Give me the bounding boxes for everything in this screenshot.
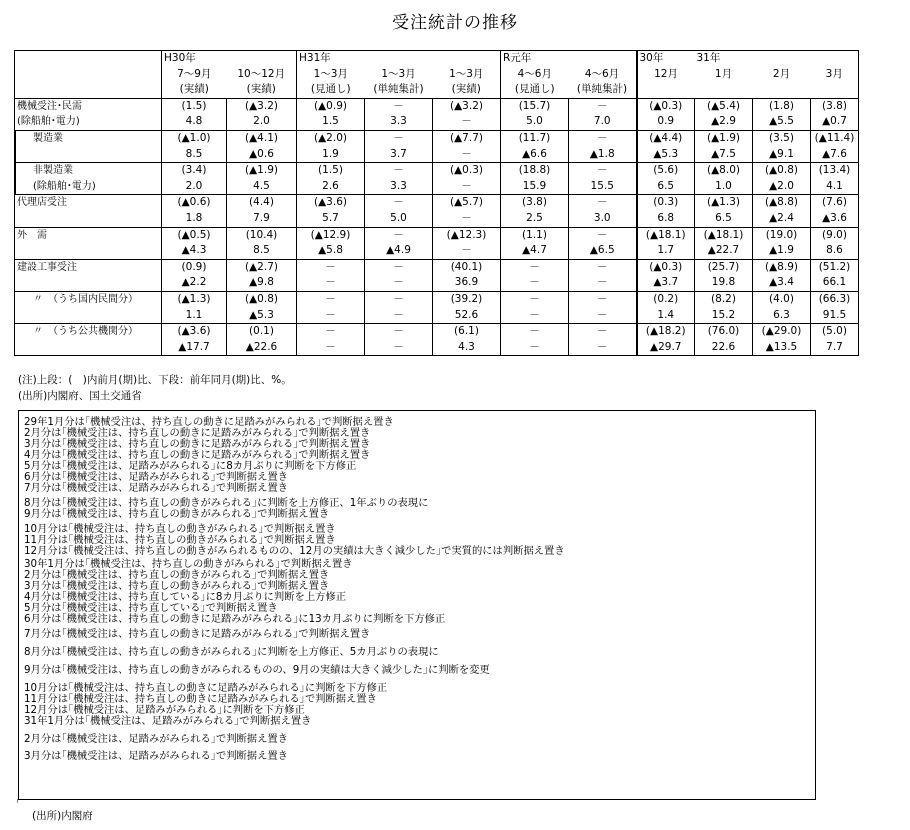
value-prev-period: (▲3.6) bbox=[297, 195, 365, 211]
value-yoy: － bbox=[501, 308, 569, 324]
column-header-line bbox=[811, 82, 859, 98]
column-header-line: 1～3月 bbox=[381, 67, 416, 80]
value-yoy: － bbox=[569, 308, 637, 324]
row-label bbox=[15, 243, 162, 259]
value-prev-period: (7.6) bbox=[811, 195, 859, 211]
value-yoy: － bbox=[433, 147, 501, 163]
judgment-line: 31年1月分は｢機械受注は、足踏みがみられる｣で判断据え置き bbox=[24, 715, 312, 727]
value-prev-period: － bbox=[297, 291, 365, 307]
row-label: 代理店受注 bbox=[15, 195, 162, 211]
value-yoy: 3.0 bbox=[569, 211, 637, 227]
table-row bbox=[15, 308, 859, 324]
table-row bbox=[15, 243, 859, 259]
table-body bbox=[15, 98, 859, 356]
value-prev-period: (8.2) bbox=[695, 291, 753, 307]
judgment-line: 9月分は｢機械受注は、持ち直しの動きがみられるものの、9月の実績は大きく減少した｣に判断を変更 bbox=[24, 664, 490, 676]
table-row bbox=[15, 324, 859, 340]
value-prev-period: (▲8.9) bbox=[753, 259, 811, 275]
column-header-line: (単純集計) bbox=[576, 83, 628, 96]
row-label bbox=[15, 211, 162, 227]
value-yoy: 6.5 bbox=[695, 211, 753, 227]
value-prev-period: (▲1.3) bbox=[695, 195, 753, 211]
column-header-line: (見通し) bbox=[310, 83, 351, 96]
box-tick-mark bbox=[17, 799, 18, 803]
column-header-line: (単純集計) bbox=[373, 83, 424, 96]
value-yoy: － bbox=[297, 340, 365, 356]
column-header-line bbox=[753, 82, 811, 98]
column-header bbox=[569, 51, 637, 99]
value-prev-period: (▲12.9) bbox=[297, 227, 365, 243]
value-prev-period: (▲0.6) bbox=[162, 195, 227, 211]
judgment-line: 5月分は｢機械受注は、足踏みがみられる｣に8カ月ぶりに判断を下方修正 bbox=[24, 460, 357, 472]
value-prev-period: (▲12.3) bbox=[433, 227, 501, 243]
judgment-line: 7月分は｢機械受注は、足踏みがみられる｣で判断据え置き bbox=[24, 482, 288, 494]
value-prev-period: － bbox=[365, 195, 433, 211]
row-label bbox=[15, 275, 162, 291]
judgment-line: 10月分は｢機械受注は、持ち直しの動きがみられる｣で判断据え置き bbox=[24, 523, 336, 535]
column-header bbox=[753, 51, 811, 99]
column-header-line bbox=[638, 82, 695, 98]
value-yoy: 8.6 bbox=[811, 243, 859, 259]
value-yoy: 6.5 bbox=[637, 179, 695, 195]
value-prev-period: (▲8.8) bbox=[753, 195, 811, 211]
value-prev-period: － bbox=[569, 163, 637, 179]
column-header-line: 1～3月 bbox=[449, 67, 484, 80]
page-title: 受注統計の推移 bbox=[392, 13, 518, 33]
value-yoy: 1.8 bbox=[162, 211, 227, 227]
value-yoy: 52.6 bbox=[433, 308, 501, 324]
table-row bbox=[15, 179, 859, 195]
value-prev-period: (25.7) bbox=[695, 259, 753, 275]
judgment-line: 11月分は｢機械受注は、持ち直しの動きがみられる｣で判断据え置き bbox=[24, 534, 336, 546]
value-prev-period: (▲7.7) bbox=[433, 130, 501, 146]
value-prev-period: (18.8) bbox=[501, 163, 569, 179]
value-yoy: ▲6.6 bbox=[501, 147, 569, 163]
column-header-line: 4～6月 bbox=[517, 67, 552, 80]
column-header-line: 10～12月 bbox=[237, 67, 286, 80]
value-yoy: ▲1.9 bbox=[753, 243, 811, 259]
value-prev-period: (0.9) bbox=[162, 259, 227, 275]
column-header-line: 31年 bbox=[696, 52, 721, 64]
judgment-line: 12月分は｢機械受注は、持ち直しの動きがみられるものの、12月の実績は大きく減少した｣で実質的には判断据え置き bbox=[24, 545, 565, 557]
row-label bbox=[15, 147, 162, 163]
column-header-line: R元年 bbox=[503, 52, 532, 64]
table-row bbox=[15, 147, 859, 163]
value-yoy: ▲9.1 bbox=[753, 147, 811, 163]
judgment-line: 6月分は｢機械受注は、持ち直しの動きに足踏みがみられる｣に13カ月ぶりに判断を下方修正 bbox=[24, 613, 446, 625]
column-header-line: 2月 bbox=[772, 67, 791, 80]
value-yoy: ▲3.7 bbox=[637, 275, 695, 291]
value-prev-period: (▲3.2) bbox=[227, 98, 297, 114]
column-header bbox=[637, 51, 695, 99]
value-yoy: 66.1 bbox=[811, 275, 859, 291]
value-yoy: 2.0 bbox=[227, 114, 297, 130]
value-prev-period: － bbox=[501, 324, 569, 340]
value-prev-period: (4.0) bbox=[753, 291, 811, 307]
value-yoy: ▲1.8 bbox=[569, 147, 637, 163]
value-yoy: 2.5 bbox=[501, 211, 569, 227]
column-header-line: (実績) bbox=[179, 83, 209, 96]
value-yoy: ▲7.5 bbox=[695, 147, 753, 163]
value-prev-period: (39.2) bbox=[433, 291, 501, 307]
value-yoy: － bbox=[297, 308, 365, 324]
judgment-line: 2月分は｢機械受注は、持ち直しの動きに足踏みがみられる｣で判断据え置き bbox=[24, 427, 371, 439]
column-header-line bbox=[227, 51, 297, 67]
value-prev-period: － bbox=[365, 163, 433, 179]
value-prev-period: － bbox=[365, 324, 433, 340]
value-prev-period: (▲1.9) bbox=[227, 163, 297, 179]
table-row bbox=[15, 98, 859, 114]
value-yoy: ▲5.3 bbox=[227, 308, 297, 324]
value-prev-period: (11.7) bbox=[501, 130, 569, 146]
column-header-line: 3月 bbox=[825, 67, 843, 80]
value-prev-period: (▲18.2) bbox=[637, 324, 695, 340]
value-yoy: ▲2.2 bbox=[162, 275, 227, 291]
value-yoy: ▲0.6 bbox=[227, 147, 297, 163]
column-header bbox=[433, 51, 501, 99]
value-yoy: 6.8 bbox=[637, 211, 695, 227]
value-prev-period: (▲0.9) bbox=[297, 98, 365, 114]
value-yoy: 5.7 bbox=[297, 211, 365, 227]
value-yoy: 6.3 bbox=[753, 308, 811, 324]
value-prev-period: (▲0.3) bbox=[637, 98, 695, 114]
column-header-line: (実績) bbox=[246, 83, 276, 96]
row-label: 〃 （うち公共機関分） bbox=[15, 324, 162, 340]
value-prev-period: (▲0.5) bbox=[162, 227, 227, 243]
row-label bbox=[15, 340, 162, 356]
value-prev-period: (3.8) bbox=[811, 98, 859, 114]
column-header bbox=[695, 51, 753, 99]
value-prev-period: (1.1) bbox=[501, 227, 569, 243]
value-yoy: ▲4.9 bbox=[365, 243, 433, 259]
value-yoy: － bbox=[569, 275, 637, 291]
row-label bbox=[15, 308, 162, 324]
value-prev-period: (▲4.1) bbox=[227, 130, 297, 146]
value-yoy: － bbox=[433, 211, 501, 227]
value-prev-period: (▲29.0) bbox=[753, 324, 811, 340]
value-yoy: ▲9.8 bbox=[227, 275, 297, 291]
value-prev-period: (▲18.1) bbox=[695, 227, 753, 243]
value-yoy: 7.0 bbox=[569, 114, 637, 130]
value-prev-period: (5.0) bbox=[811, 324, 859, 340]
value-yoy: 5.0 bbox=[365, 211, 433, 227]
value-prev-period: － bbox=[365, 130, 433, 146]
judgment-line: 10月分は｢機械受注は、持ち直しの動きに足踏みがみられる｣に判断を下方修正 bbox=[24, 682, 388, 694]
value-prev-period: － bbox=[365, 227, 433, 243]
table-row bbox=[15, 340, 859, 356]
value-yoy: 1.5 bbox=[297, 114, 365, 130]
value-prev-period: (▲5.4) bbox=[695, 98, 753, 114]
value-yoy: ▲2.9 bbox=[695, 114, 753, 130]
column-header-line bbox=[569, 51, 636, 67]
value-yoy: ▲13.5 bbox=[753, 340, 811, 356]
value-prev-period: (▲1.0) bbox=[162, 130, 227, 146]
row-label: 外 需 bbox=[15, 227, 162, 243]
value-yoy: 4.8 bbox=[162, 114, 227, 130]
value-yoy: 0.9 bbox=[637, 114, 695, 130]
value-yoy: 4.1 bbox=[811, 179, 859, 195]
column-header-line: 7～9月 bbox=[177, 67, 212, 80]
value-prev-period: － bbox=[569, 227, 637, 243]
value-yoy: ▲17.7 bbox=[162, 340, 227, 356]
value-prev-period: － bbox=[501, 291, 569, 307]
value-yoy: － bbox=[365, 340, 433, 356]
column-header-line: 12月 bbox=[654, 67, 678, 80]
column-header-line: H31年 bbox=[299, 52, 331, 64]
value-yoy: 3.3 bbox=[365, 114, 433, 130]
value-prev-period: (▲4.4) bbox=[637, 130, 695, 146]
value-yoy: － bbox=[365, 308, 433, 324]
table-row bbox=[15, 211, 859, 227]
value-prev-period: (▲8.0) bbox=[695, 163, 753, 179]
value-yoy: 8.5 bbox=[162, 147, 227, 163]
value-prev-period: (▲0.3) bbox=[433, 163, 501, 179]
table-note: (注)上段：( )内前月(期)比、下段：前年同月(期)比、%。 bbox=[18, 374, 292, 386]
value-yoy: ▲4.3 bbox=[162, 243, 227, 259]
row-label: 建設工事受注 bbox=[15, 259, 162, 275]
judgment-line: 5月分は｢機械受注は、持ち直している｣で判断据え置き bbox=[24, 602, 278, 614]
value-yoy: － bbox=[433, 179, 501, 195]
value-prev-period: (3.8) bbox=[501, 195, 569, 211]
judgment-line: 3月分は｢機械受注は、持ち直しの動きに足踏みがみられる｣で判断据え置き bbox=[24, 438, 371, 450]
value-prev-period: (3.4) bbox=[162, 163, 227, 179]
value-prev-period: (▲3.2) bbox=[433, 98, 501, 114]
value-yoy: 1.9 bbox=[297, 147, 365, 163]
value-prev-period: (▲0.8) bbox=[227, 291, 297, 307]
value-prev-period: (4.4) bbox=[227, 195, 297, 211]
value-yoy: 3.3 bbox=[365, 179, 433, 195]
value-prev-period: (9.0) bbox=[811, 227, 859, 243]
value-prev-period: (0.2) bbox=[637, 291, 695, 307]
value-prev-period: (0.1) bbox=[227, 324, 297, 340]
table-row bbox=[15, 130, 859, 146]
value-yoy: 2.6 bbox=[297, 179, 365, 195]
judgment-line: 30年1月分は｢機械受注は、持ち直しの動きがみられる｣で判断据え置き bbox=[24, 558, 353, 570]
judgment-history-box bbox=[18, 410, 816, 800]
column-header-line bbox=[753, 51, 811, 67]
value-prev-period: (19.0) bbox=[753, 227, 811, 243]
value-yoy: ▲7.6 bbox=[811, 147, 859, 163]
value-prev-period: (▲2.7) bbox=[227, 259, 297, 275]
value-yoy: ▲3.6 bbox=[811, 211, 859, 227]
judgment-source: (出所)内閣府 bbox=[32, 810, 93, 822]
value-yoy: － bbox=[433, 114, 501, 130]
judgment-line: 7月分は｢機械受注は、持ち直しの動きに足踏みがみられる｣で判断据え置き bbox=[24, 628, 371, 640]
value-yoy: 22.6 bbox=[695, 340, 753, 356]
judgment-line: 4月分は｢機械受注は、持ち直している｣に8カ月ぶりに判断を上方修正 bbox=[24, 591, 347, 603]
value-prev-period: (15.7) bbox=[501, 98, 569, 114]
row-label: 製造業 bbox=[15, 130, 162, 146]
value-prev-period: (▲1.9) bbox=[695, 130, 753, 146]
value-prev-period: (▲1.3) bbox=[162, 291, 227, 307]
value-yoy: 1.4 bbox=[637, 308, 695, 324]
value-yoy: 1.1 bbox=[162, 308, 227, 324]
value-yoy: 91.5 bbox=[811, 308, 859, 324]
value-yoy: 15.5 bbox=[569, 179, 637, 195]
value-prev-period: － bbox=[569, 130, 637, 146]
judgment-line: 11月分は｢機械受注は、持ち直しの動きに足踏みがみられる｣で判断据え置き bbox=[24, 693, 377, 705]
value-prev-period: (6.1) bbox=[433, 324, 501, 340]
column-header bbox=[365, 51, 433, 99]
judgment-line: 9月分は｢機械受注は、持ち直しの動きがみられる｣で判断据え置き bbox=[24, 508, 330, 520]
value-yoy: 5.0 bbox=[501, 114, 569, 130]
value-prev-period: (0.3) bbox=[637, 195, 695, 211]
value-prev-period: － bbox=[569, 98, 637, 114]
value-prev-period: － bbox=[297, 259, 365, 275]
value-yoy: ▲29.7 bbox=[637, 340, 695, 356]
column-header-line bbox=[811, 51, 859, 67]
judgment-line: 29年1月分は｢機械受注は、持ち直しの動きに足踏みがみられる｣で判断据え置き bbox=[24, 416, 394, 428]
value-yoy: － bbox=[501, 275, 569, 291]
value-prev-period: (1.8) bbox=[753, 98, 811, 114]
value-yoy: 1.0 bbox=[695, 179, 753, 195]
value-prev-period: － bbox=[569, 291, 637, 307]
row-label: 〃 （うち国内民間分） bbox=[15, 291, 162, 307]
value-yoy: ▲5.3 bbox=[637, 147, 695, 163]
column-header-line: 1月 bbox=[714, 67, 733, 80]
order-statistics-table bbox=[14, 50, 859, 356]
value-prev-period: (▲18.1) bbox=[637, 227, 695, 243]
value-yoy: 4.3 bbox=[433, 340, 501, 356]
value-prev-period: (▲2.0) bbox=[297, 130, 365, 146]
judgment-line: 3月分は｢機械受注は、足踏みがみられる｣で判断据え置き bbox=[24, 750, 288, 762]
column-header-line: 1～3月 bbox=[313, 67, 348, 80]
value-prev-period: － bbox=[365, 259, 433, 275]
value-prev-period: (66.3) bbox=[811, 291, 859, 307]
column-header-line: (見通し) bbox=[514, 83, 555, 96]
value-yoy: 19.8 bbox=[695, 275, 753, 291]
value-yoy: ▲22.6 bbox=[227, 340, 297, 356]
value-prev-period: (1.5) bbox=[297, 163, 365, 179]
header-corner-cell bbox=[15, 51, 162, 99]
row-label: 非製造業 bbox=[15, 163, 162, 179]
value-prev-period: (▲5.7) bbox=[433, 195, 501, 211]
value-yoy: ▲3.4 bbox=[753, 275, 811, 291]
table-header-row bbox=[15, 51, 859, 99]
judgment-line: 4月分は｢機械受注は、持ち直しの動きに足踏みがみられる｣で判断据え置き bbox=[24, 449, 371, 461]
value-yoy: 36.9 bbox=[433, 275, 501, 291]
value-yoy: 15.9 bbox=[501, 179, 569, 195]
value-prev-period: (▲3.6) bbox=[162, 324, 227, 340]
value-prev-period: － bbox=[569, 324, 637, 340]
value-yoy: 4.5 bbox=[227, 179, 297, 195]
judgment-line: 8月分は｢機械受注は、持ち直しの動きがみられる｣に判断を上方修正、5カ月ぶりの表現に bbox=[24, 646, 439, 658]
table-row bbox=[15, 163, 859, 179]
row-label: (除船舶･電力) bbox=[15, 179, 162, 195]
table-source: (出所)内閣府、国土交通省 bbox=[18, 390, 142, 402]
judgment-line: 2月分は｢機械受注は、持ち直しの動きがみられる｣で判断据え置き bbox=[24, 569, 330, 581]
judgment-line: 12月分は｢機械受注は、足踏みがみられる｣に判断を下方修正 bbox=[24, 704, 305, 716]
column-header-line bbox=[365, 51, 433, 67]
column-header bbox=[162, 51, 227, 99]
value-yoy: － bbox=[433, 243, 501, 259]
judgment-line: 3月分は｢機械受注は、持ち直しの動きがみられる｣で判断据え置き bbox=[24, 580, 330, 592]
judgment-line: 2月分は｢機械受注は、足踏みがみられる｣で判断据え置き bbox=[24, 733, 288, 745]
column-header-line: 4～6月 bbox=[584, 67, 620, 80]
column-header bbox=[501, 51, 569, 99]
value-yoy: － bbox=[365, 275, 433, 291]
value-yoy: ▲6.5 bbox=[569, 243, 637, 259]
value-prev-period: － bbox=[569, 195, 637, 211]
value-prev-period: (13.4) bbox=[811, 163, 859, 179]
table-row bbox=[15, 227, 859, 243]
value-yoy: ▲2.4 bbox=[753, 211, 811, 227]
value-yoy: ▲2.0 bbox=[753, 179, 811, 195]
value-prev-period: (1.5) bbox=[162, 98, 227, 114]
value-yoy: 1.7 bbox=[637, 243, 695, 259]
value-yoy: ▲5.8 bbox=[297, 243, 365, 259]
column-header bbox=[811, 51, 859, 99]
table-row bbox=[15, 275, 859, 291]
value-prev-period: － bbox=[501, 259, 569, 275]
value-yoy: － bbox=[569, 340, 637, 356]
column-header-line bbox=[433, 51, 501, 67]
value-prev-period: (▲0.8) bbox=[753, 163, 811, 179]
column-header-line: 30年 bbox=[639, 52, 664, 64]
value-yoy: 3.7 bbox=[365, 147, 433, 163]
value-yoy: ▲5.5 bbox=[753, 114, 811, 130]
row-label: (除船舶･電力) bbox=[15, 114, 162, 130]
value-yoy: 15.2 bbox=[695, 308, 753, 324]
value-prev-period: (40.1) bbox=[433, 259, 501, 275]
value-prev-period: (▲11.4) bbox=[811, 130, 859, 146]
column-header bbox=[297, 51, 365, 99]
table-row bbox=[15, 259, 859, 275]
value-yoy: － bbox=[501, 340, 569, 356]
value-prev-period: － bbox=[365, 98, 433, 114]
value-prev-period: － bbox=[569, 259, 637, 275]
table-row bbox=[15, 195, 859, 211]
value-yoy: ▲22.7 bbox=[695, 243, 753, 259]
value-prev-period: (5.6) bbox=[637, 163, 695, 179]
value-prev-period: (3.5) bbox=[753, 130, 811, 146]
value-prev-period: － bbox=[365, 291, 433, 307]
value-prev-period: (▲0.3) bbox=[637, 259, 695, 275]
value-prev-period: (10.4) bbox=[227, 227, 297, 243]
value-yoy: 7.9 bbox=[227, 211, 297, 227]
value-yoy: 7.7 bbox=[811, 340, 859, 356]
value-yoy: － bbox=[297, 275, 365, 291]
value-yoy: ▲4.7 bbox=[501, 243, 569, 259]
value-yoy: ▲0.7 bbox=[811, 114, 859, 130]
value-prev-period: (51.2) bbox=[811, 259, 859, 275]
column-header-line: (実績) bbox=[451, 83, 481, 96]
column-header bbox=[227, 51, 297, 99]
column-header-line: H30年 bbox=[164, 52, 196, 64]
value-prev-period: (76.0) bbox=[695, 324, 753, 340]
value-yoy: 2.0 bbox=[162, 179, 227, 195]
judgment-line: 8月分は｢機械受注は、持ち直しの動きがみられる｣に判断を上方修正、1年ぶりの表現に bbox=[24, 497, 429, 509]
value-prev-period: － bbox=[297, 324, 365, 340]
judgment-line: 6月分は｢機械受注は、足踏みがみられる｣で判断据え置き bbox=[24, 471, 288, 483]
table-row bbox=[15, 114, 859, 130]
value-yoy: 8.5 bbox=[227, 243, 297, 259]
table-row bbox=[15, 291, 859, 307]
column-header-line bbox=[695, 82, 753, 98]
row-label: 機械受注･民需 bbox=[15, 98, 162, 114]
